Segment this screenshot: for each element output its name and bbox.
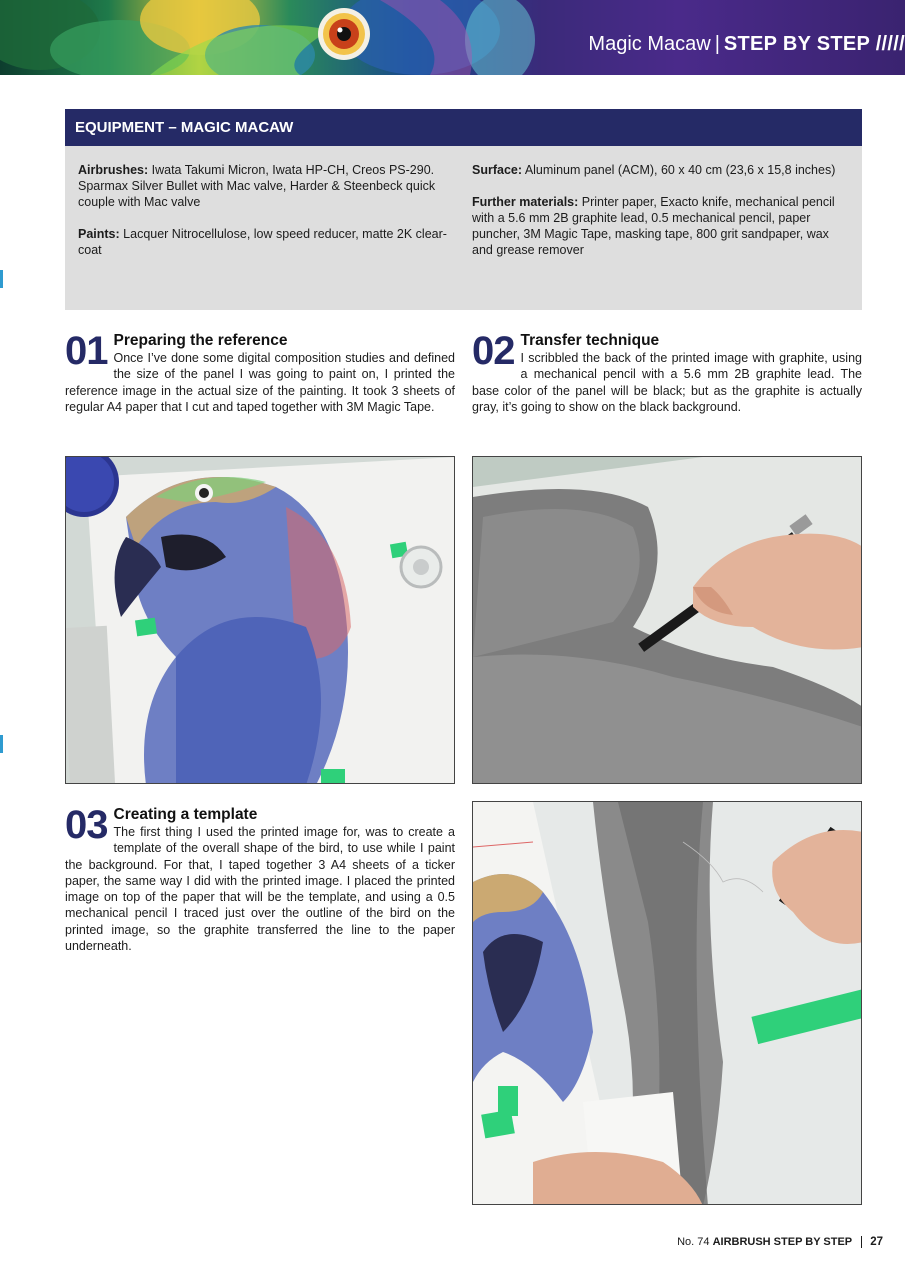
photo-graphite-transfer [472,456,862,784]
airbrushes-entry [78,162,448,210]
page-footer [677,1236,883,1248]
paints-label: Paints: [78,227,120,241]
magazine-name: AIRBRUSH STEP BY STEP [712,1236,853,1248]
airbrushes-label: Airbrushes: [78,163,149,177]
article-title: Magic Macaw [588,33,711,55]
paints-entry [78,226,448,258]
header-banner [0,0,905,75]
section-title: STEP BY STEP [723,33,871,55]
equipment-heading: EQUIPMENT – MAGIC MACAW [65,109,862,146]
step-01 [65,329,455,415]
edge-accent [0,735,3,753]
step-number: 01 [65,329,108,373]
graphite-hand-illustration [473,457,862,784]
equipment-right-column [472,162,847,274]
equipment-left-column [78,162,448,274]
step-03 [65,803,455,954]
surface-label: Surface: [472,163,523,177]
step-number: 03 [65,803,108,847]
airbrushes-text: Iwata Takumi Micron, Iwata HP-CH, Creos PS-290. Sparmax Silver Bullet with Mac valve, Harder & Steenbeck quick couple with Mac valve [78,163,436,209]
further-materials-entry [472,194,847,258]
step-02 [472,329,862,415]
step-text: Once I’ve done some digital composition studies and defined the size of the panel I was going to paint on, I printed the reference image in the actual size of the painting. It took 3 sheets of regular A4 paper that I cut and taped together with 3M Magic Tape. [65,351,455,414]
step-number: 02 [472,329,515,373]
template-tracing-illustration [473,802,862,1205]
running-title [588,33,905,56]
issue-number: No. 74 [677,1236,710,1248]
page-number: 27 [861,1236,883,1248]
paints-text: Lacquer Nitrocellulose, low speed reducer, matte 2K clear-coat [78,227,447,257]
edge-accent [0,270,3,288]
further-materials-text: Printer paper, Exacto knife, mechanical pencil with a 5.6 mm 2B graphite lead, 0.5 mechanical pencil, paper puncher, 3M Magic Tape, masking tape, 800 grit sandpaper, wax and grease remover [472,195,835,257]
step-title: Transfer technique [520,332,660,349]
step-text: I scribbled the back of the printed image with graphite, using a mechanical pencil with a 5.6 mm 2B graphite lead. The base color of the panel will be black; but as the graphite is actually gray, it’s going to show on the black background. [472,351,862,414]
step-text: The first thing I used the printed image for, was to create a template of the overall shape of the bird, to use while I paint the background. For that, I taped together 3 A4 sheets of a ticker paper, the same way I did with the printed image. I placed the printed image on top of the paper that will be the template, and using a 0.5 mechanical pencil I traced just over the outline of the bird on the printed image, so the graphite transferred the line to the paper underneath. [65,825,455,954]
title-slashes: ///// [875,33,905,55]
surface-entry [472,162,847,178]
surface-text: Aluminum panel (ACM), 60 x 40 cm (23,6 x 15,8 inches) [522,163,836,177]
equipment-box [65,146,862,310]
photo-printed-reference [65,456,455,784]
title-separator: | [714,33,720,55]
macaw-reference-illustration [66,457,455,784]
step-title: Preparing the reference [113,332,288,349]
step-title: Creating a template [113,806,258,823]
photo-template-tracing [472,801,862,1205]
further-materials-label: Further materials: [472,195,579,209]
